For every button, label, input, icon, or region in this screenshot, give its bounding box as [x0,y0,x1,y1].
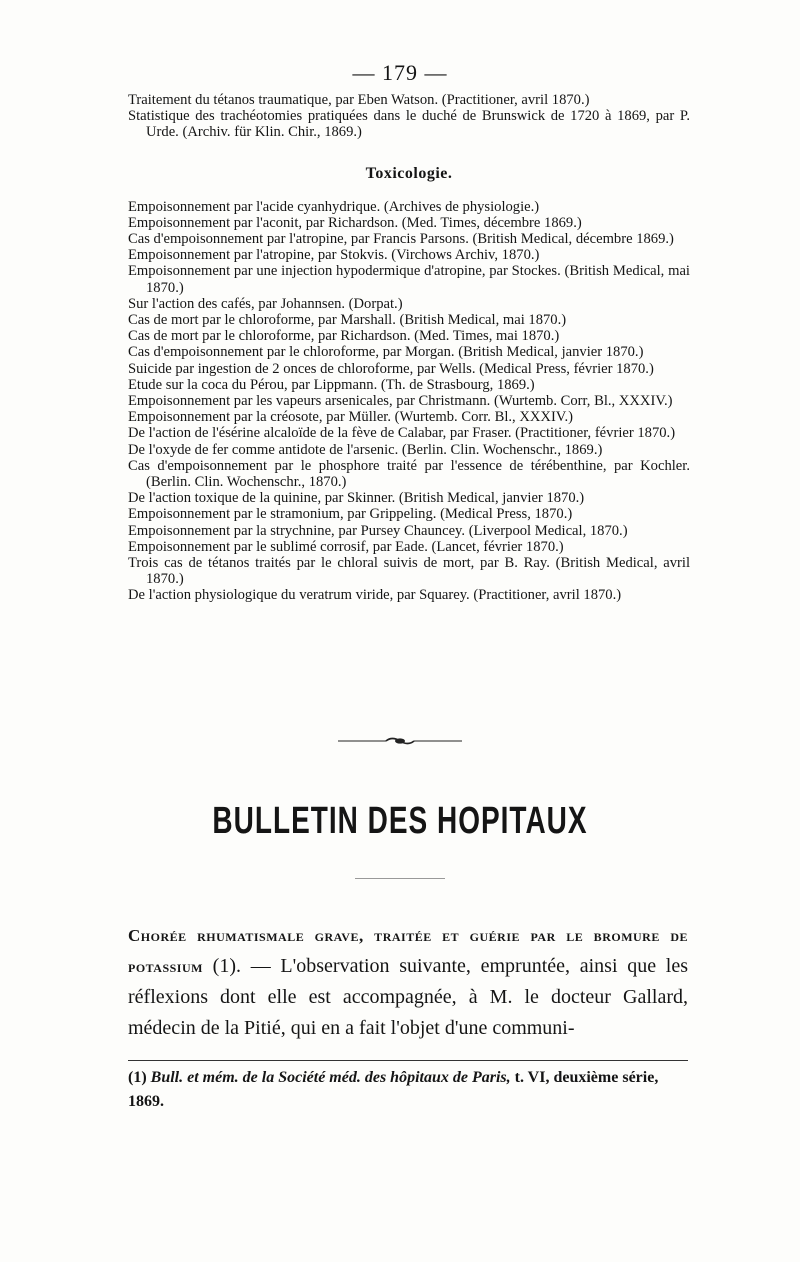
bibliography-entry: Cas d'empoisonnement par l'atropine, par Francis Parsons. (British Medical, décembre 1869.) [128,231,674,248]
bibliography-entry: Suicide par ingestion de 2 onces de chloroforme, par Wells. (Medical Press, février 1870.) [128,360,654,377]
bibliography-entry: De l'action de l'ésérine alcaloïde de la fève de Calabar, par Fraser. (Practitioner, février 1870.) [128,425,676,442]
bibliography-entry: De l'action toxique de la quinine, par Skinner. (British Medical, janvier 1870.) [128,490,585,507]
bibliography-entry: Empoisonnement par le sublimé corrosif, par Eade. (Lancet, février 1870.) [128,538,564,555]
footnote-source: Bull. et mém. de la Société méd. des hôpitaux de Paris, [150,1069,511,1086]
title-divider [355,878,445,879]
footnote-mark: (1) [128,1069,147,1086]
bibliography-entry: Empoisonnement par la strychnine, par Pursey Chauncey. (Liverpool Medical, 1870.) [128,522,628,539]
section-title-toxicologie: Toxicologie. [365,164,453,182]
bibliography-entry: Cas de mort par le chloroforme, par Marshall. (British Medical, mai 1870.) [128,312,567,329]
footnote-reference: (1). [212,955,241,977]
bibliography-entry: Statistique des trachéotomies pratiquées dans le duché de Brunswick de 1720 à 1869, par P. Urde. (Archiv. für Klin. Chir., 1869.) [128,108,690,141]
bibliography-entry: Empoisonnement par une injection hypodermique d'atropine, par Stockes. (British Medical, mai 1870.) [128,263,690,296]
page-number: — 179 — [352,60,448,85]
body-paragraph [128,920,688,1044]
bibliography-entry: Empoisonnement par l'acide cyanhydrique. (Archives de physiologie.) [128,198,540,215]
bibliography-entry: Sur l'action des cafés, par Johannsen. (Dorpat.) [128,295,403,312]
bibliography-entries [128,92,690,604]
bibliography-entry: Cas d'empoisonnement par le chloroforme, par Morgan. (British Medical, janvier 1870.) [128,344,644,361]
bibliography-entry: Empoisonnement par l'aconit, par Richardson. (Med. Times, décembre 1869.) [128,214,582,231]
bibliography-entry: Traitement du tétanos traumatique, par Eben Watson. (Practitioner, avril 1870.) [128,92,590,108]
bibliography-entry: Empoisonnement par le stramonium, par Grippeling. (Medical Press, 1870.) [128,506,573,523]
bibliography-entry: Cas d'empoisonnement par le phosphore traité par l'essence de térébenthine, par Kochler. (Berlin. Clin. Wochenschr., 1870.) [128,457,690,491]
footnote-details: t. VI, deuxième série, 1869. [128,1069,659,1110]
bibliography-entry: Etude sur la coca du Pérou, par Lippmann. (Th. de Strasbourg, 1869.) [128,376,535,393]
article-lead: Chorée rhumatismale grave, traitée et guérie par le bromure de potassium [128,926,688,976]
paragraph-text: — L'observation suivante, empruntée, ainsi que les réflexions dont elle est accompagnée, à M. le docteur Gallard, médecin de la Pitié, qui en a fait l'objet d'une communi- [128,955,689,1039]
bibliography-entry: Empoisonnement par la créosote, par Müller. (Wurtemb. Corr. Bl., XXXIV.) [128,409,573,426]
bibliography-entry: Trois cas de tétanos traités par le chloral suivis de mort, par B. Ray. (British Medical, avril 1870.) [128,555,690,588]
footnote [128,1066,688,1114]
bibliography-entry: De l'action physiologique du veratrum viride, par Squarey. (Practitioner, avril 1870.) [128,587,622,604]
ornament-divider [338,735,462,747]
bibliography-entry: De l'oxyde de fer comme antidote de l'arsenic. (Berlin. Clin. Wochenschr., 1869.) [128,441,603,458]
bibliography-entry: Cas de mort par le chloroforme, par Richardson. (Med. Times, mai 1870.) [128,328,560,345]
footnote-rule [128,1060,688,1061]
bulletin-title: BULLETIN DES HOPITAUX [212,799,588,842]
bibliography-entry: Empoisonnement par l'atropine, par Stokvis. (Virchows Archiv, 1870.) [128,247,540,264]
bibliography-entry: Empoisonnement par les vapeurs arsenicales, par Christmann. (Wurtemb. Corr, Bl., XXXIV.) [128,393,673,410]
